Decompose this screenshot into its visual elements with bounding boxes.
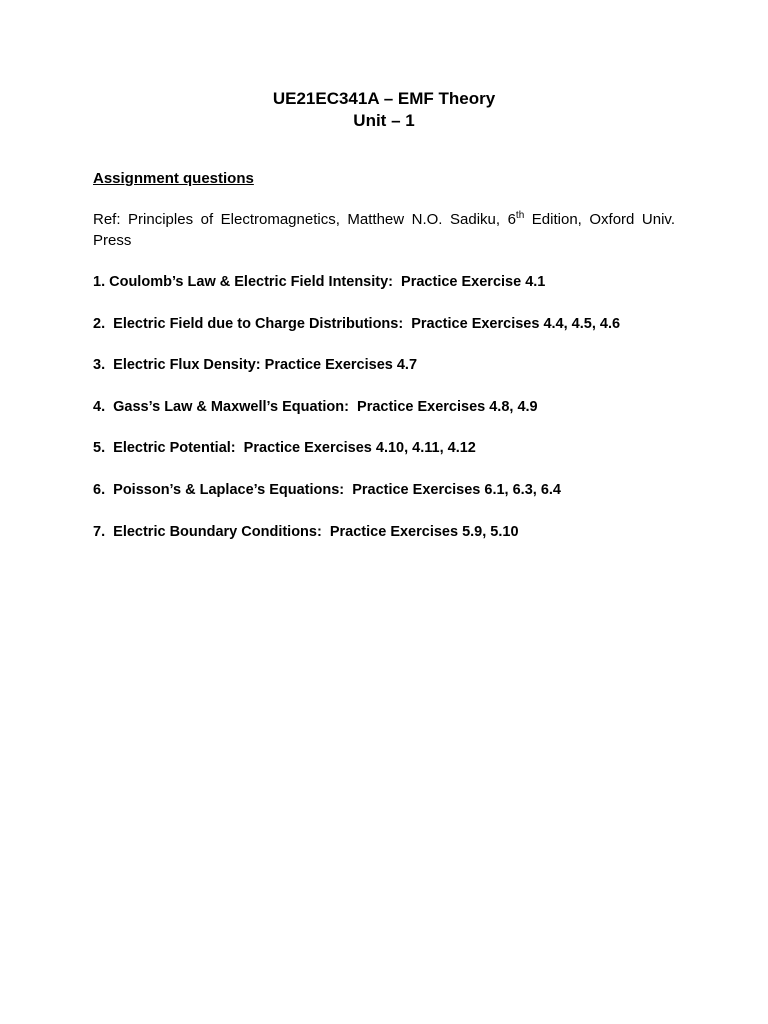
question-item: 4. Gass’s Law & Maxwell’s Equation: Practice Exercises 4.8, 4.9	[93, 398, 538, 415]
question-list	[93, 272, 693, 563]
reference-superscript: th	[515, 210, 525, 221]
section-heading: Assignment questions	[93, 170, 254, 187]
title-block	[0, 88, 768, 132]
question-item: 1. Coulomb’s Law & Electric Field Intensity: Practice Exercise 4.1	[93, 274, 546, 290]
document-title: UE21EC341A – EMF Theory	[272, 89, 496, 108]
question-item: 5. Electric Potential: Practice Exercises 4.10, 4.11, 4.12	[93, 440, 476, 457]
question-item: 6. Poisson’s & Laplace’s Equations: Practice Exercises 6.1, 6.3, 6.4	[93, 481, 561, 498]
reference-text	[93, 209, 675, 251]
reference-suffix: Edition, Oxford Univ. Press	[93, 211, 675, 249]
reference-prefix: Ref: Principles of Electromagnetics, Matthew N.O. Sadiku, 6	[93, 211, 516, 228]
question-item: 7. Electric Boundary Conditions: Practice Exercises 5.9, 5.10	[93, 523, 519, 540]
question-item: 2. Electric Field due to Charge Distributions: Practice Exercises 4.4, 4.5, 4.6	[93, 315, 621, 332]
question-item: 3. Electric Flux Density: Practice Exercises 4.7	[93, 357, 418, 374]
document-subtitle: Unit – 1	[353, 111, 415, 130]
